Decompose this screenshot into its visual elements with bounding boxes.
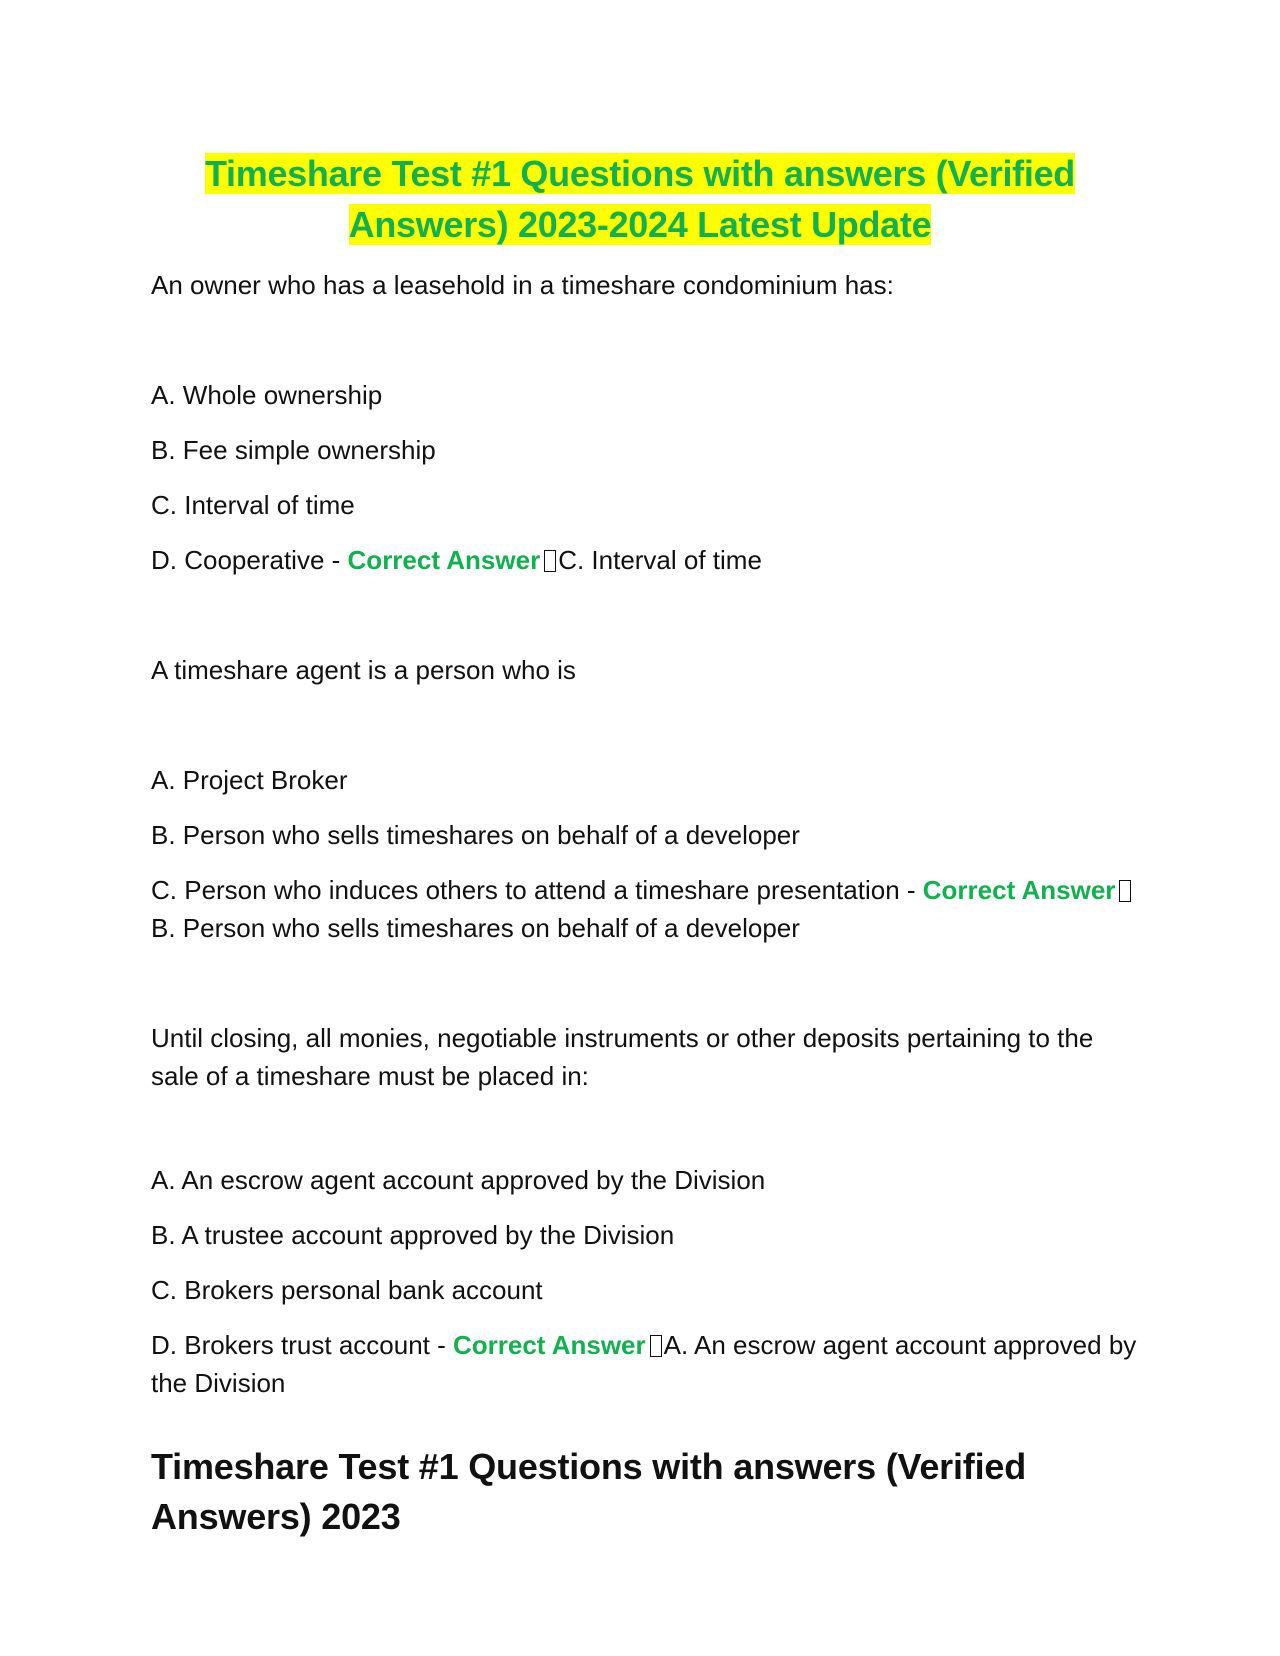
question-3-answer: A. An escrow agent account approved by the Division [151,1330,1137,1398]
question-3-option-c: C. Brokers personal bank account [151,1275,543,1305]
question-1-option-d-with-answer [151,541,1141,579]
question-1-option-d: D. Cooperative - [151,545,348,575]
correct-answer-label: Correct Answer [922,875,1116,905]
question-3-option-a: A. An escrow agent account approved by the Division [151,1165,766,1195]
question-1-option-b: B. Fee simple ownership [151,435,436,465]
question-3-option-d: D. Brokers trust account - [151,1330,453,1360]
document-body [151,266,1141,1542]
question-3-text: Until closing, all monies, negotiable instruments or other deposits pertaining to the sale of a timeshare must be placed in: [151,1023,1094,1091]
title-line-2: Answers) 2023-2024 Latest Update [348,204,932,245]
question-1-answer: C. Interval of time [558,545,762,575]
question-1-option-a: A. Whole ownership [151,380,383,410]
question-2-answer: B. Person who sells timeshares on behalf of a developer [151,913,800,943]
document-title [150,148,1130,250]
missing-glyph-box-icon [544,550,556,572]
question-2-option-c-with-answer [151,871,1141,947]
footer-heading: Timeshare Test #1 Questions with answers (Verified Answers) 2023 [151,1446,1026,1537]
question-2-option-a: A. Project Broker [151,765,348,795]
title-line-1: Timeshare Test #1 Questions with answers (Verified [205,153,1075,194]
missing-glyph-box-icon [650,1335,662,1357]
question-1-option-c: C. Interval of time [151,490,355,520]
correct-answer-label: Correct Answer [347,545,541,575]
question-3-option-b: B. A trustee account approved by the Division [151,1220,675,1250]
question-2-option-c: C. Person who induces others to attend a timeshare presentation - [151,875,923,905]
correct-answer-label: Correct Answer [452,1330,646,1360]
question-3-option-d-with-answer [151,1326,1141,1402]
question-2-option-b: B. Person who sells timeshares on behalf of a developer [151,820,800,850]
missing-glyph-box-icon [1119,880,1131,902]
question-1-text: An owner who has a leasehold in a timeshare condominium has: [151,270,894,300]
question-2-text: A timeshare agent is a person who is [151,655,576,685]
